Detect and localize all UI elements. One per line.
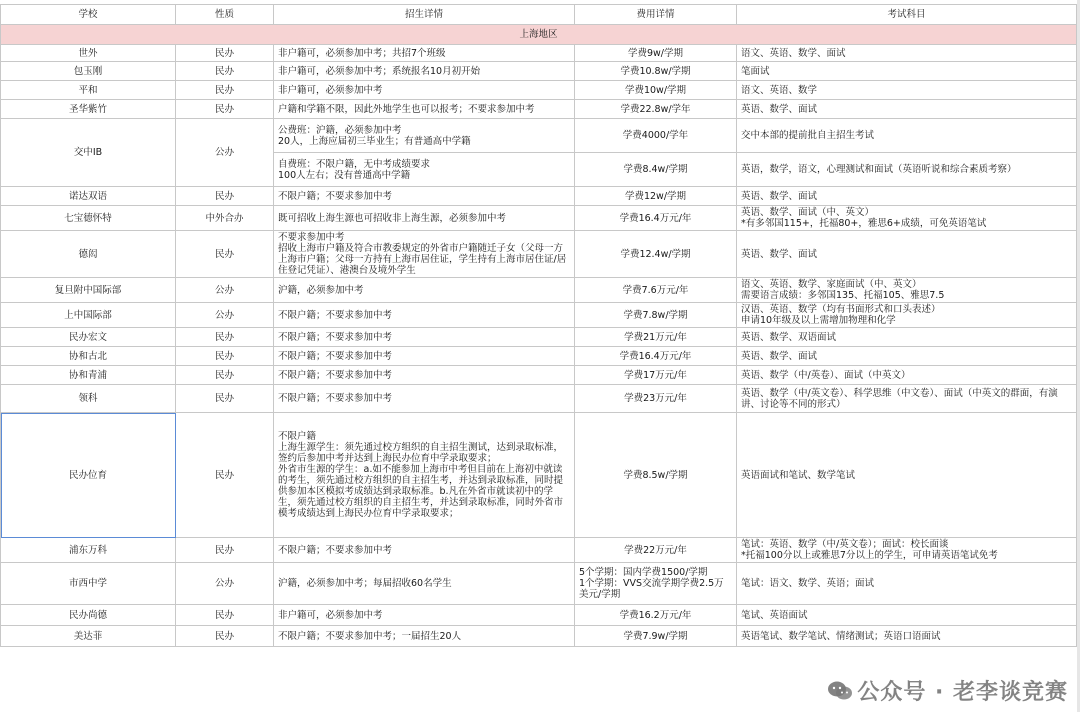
type-cell[interactable]: 民办 <box>176 385 274 413</box>
type-cell[interactable]: 民办 <box>176 366 274 385</box>
header-admission[interactable]: 招生详情 <box>274 5 575 25</box>
type-cell[interactable]: 民办 <box>176 538 274 563</box>
table-row <box>1 347 1077 366</box>
type-cell[interactable]: 中外合办 <box>176 206 274 231</box>
admission-cell[interactable]: 沪籍，必须参加中考 <box>274 278 575 303</box>
fee-cell[interactable]: 学费23万元/年 <box>575 385 737 413</box>
table-row <box>1 62 1077 81</box>
admission-cell[interactable]: 不限户籍；不要求参加中考 <box>274 366 575 385</box>
fee-cell[interactable]: 学费16.4万元/年 <box>575 347 737 366</box>
type-cell[interactable]: 民办 <box>176 347 274 366</box>
fee-cell[interactable]: 学费7.8w/学期 <box>575 303 737 328</box>
exam-cell[interactable]: 汉语、英语、数学（均有书面形式和口头表述） 申请10年级及以上需增加物理和化学 <box>737 303 1077 328</box>
fee-cell[interactable]: 学费9w/学期 <box>575 45 737 62</box>
table-row <box>1 385 1077 413</box>
fee-cell[interactable]: 学费22万元/年 <box>575 538 737 563</box>
type-cell[interactable]: 公办 <box>176 563 274 605</box>
school-cell[interactable]: 民办位育 <box>1 413 176 538</box>
type-cell[interactable]: 民办 <box>176 45 274 62</box>
admission-cell[interactable]: 不限户籍；不要求参加中考 <box>274 385 575 413</box>
type-cell[interactable]: 民办 <box>176 626 274 647</box>
exam-cell[interactable]: 交中本部的提前批自主招生考试 <box>737 119 1077 153</box>
table-row <box>1 278 1077 303</box>
admission-cell[interactable]: 自费班：不限户籍，无中考成绩要求 100人左右；没有普通高中学籍 <box>274 153 575 187</box>
exam-cell[interactable]: 笔试：语文、数学、英语；面试 <box>737 563 1077 605</box>
table-row <box>1 366 1077 385</box>
type-cell[interactable]: 民办 <box>176 100 274 119</box>
fee-cell[interactable]: 学费12w/学期 <box>575 187 737 206</box>
admission-cell[interactable]: 不限户籍；不要求参加中考 <box>274 303 575 328</box>
school-cell[interactable]: 协和古北 <box>1 347 176 366</box>
school-cell[interactable]: 平和 <box>1 81 176 100</box>
type-cell[interactable]: 民办 <box>176 62 274 81</box>
type-cell[interactable]: 民办 <box>176 328 274 347</box>
fee-cell[interactable]: 学费8.5w/学期 <box>575 413 737 538</box>
type-cell[interactable]: 民办 <box>176 187 274 206</box>
exam-cell[interactable]: 英语，数学，语文，心理测试和面试（英语听说和综合素质考察） <box>737 153 1077 187</box>
watermark <box>827 675 1068 706</box>
admission-cell[interactable]: 不限户籍 上海生源学生：须先通过校方组织的自主招生测试，达到录取标准，签约后参加中考并达到上海民办位育中学录取要求； 外省市生源的学生：a.如不能参加上海市中考但目前在上海初中就读的考生，须先通过校方组织的自主招生考，并达到录取标准，同时提供参加本区模拟考成绩达到录取标准。b.凡在外省市就读初中的学生，须先通过校方组织的自主招生考，并达到录取标准，同时外省市模考成绩达到上海民办位育中学录取要求； <box>274 413 575 538</box>
school-cell[interactable]: 领科 <box>1 385 176 413</box>
exam-cell[interactable]: 语文、英语、数学、面试 <box>737 45 1077 62</box>
admission-cell[interactable]: 户籍和学籍不限，因此外地学生也可以报考；不要求参加中考 <box>274 100 575 119</box>
table-row <box>1 303 1077 328</box>
fee-cell[interactable]: 学费21万元/年 <box>575 328 737 347</box>
school-cell[interactable]: 美达菲 <box>1 626 176 647</box>
table-row <box>1 538 1077 563</box>
fee-cell[interactable]: 学费7.6万元/年 <box>575 278 737 303</box>
exam-cell[interactable]: 英语、数学（中/英卷）、面试（中英文） <box>737 366 1077 385</box>
admission-cell[interactable]: 非户籍可，必须参加中考 <box>274 81 575 100</box>
header-type[interactable]: 性质 <box>176 5 274 25</box>
type-cell[interactable]: 公办 <box>176 303 274 328</box>
header-exam[interactable]: 考试科目 <box>737 5 1077 25</box>
type-cell[interactable]: 民办 <box>176 231 274 278</box>
table-row <box>1 100 1077 119</box>
admission-cell[interactable]: 非户籍可，必须参加中考；共招7个班级 <box>274 45 575 62</box>
admission-cell[interactable]: 沪籍，必须参加中考；每届招收60名学生 <box>274 563 575 605</box>
exam-cell[interactable]: 语文、英语、数学、家庭面试（中、英文） 需要语言成绩：多邻国135、托福105、雅思7.5 <box>737 278 1077 303</box>
fee-cell[interactable]: 学费8.4w/学期 <box>575 153 737 187</box>
admission-cell[interactable]: 不限户籍；不要求参加中考；一届招生20人 <box>274 626 575 647</box>
table-row <box>1 187 1077 206</box>
fee-cell[interactable]: 学费7.9w/学期 <box>575 626 737 647</box>
school-cell[interactable]: 上中国际部 <box>1 303 176 328</box>
school-cell[interactable]: 七宝德怀特 <box>1 206 176 231</box>
exam-cell[interactable]: 笔面试 <box>737 62 1077 81</box>
admission-cell[interactable]: 不要求参加中考 招收上海市户籍及符合市教委规定的外省市户籍随迁子女（父母一方上海市户籍；父母一方持有上海市居住证，学生持有上海市居住证/居住登记凭证）、港澳台及境外学生 <box>274 231 575 278</box>
admission-cell[interactable]: 不限户籍；不要求参加中考 <box>274 328 575 347</box>
fee-cell[interactable]: 学费22.8w/学年 <box>575 100 737 119</box>
wechat-icon <box>827 680 853 702</box>
fee-cell[interactable]: 学费12.4w/学期 <box>575 231 737 278</box>
table-row <box>1 605 1077 626</box>
school-cell[interactable]: 德闳 <box>1 231 176 278</box>
school-cell[interactable]: 民办宏文 <box>1 328 176 347</box>
exam-cell[interactable]: 笔试：英语、数学（中/英文卷）；面试：校长面谈 *托福100分以上或雅思7分以上的学生，可申请英语笔试免考 <box>737 538 1077 563</box>
admission-cell[interactable]: 非户籍可，必须参加中考；系统报名10月初开始 <box>274 62 575 81</box>
fee-cell[interactable]: 学费16.4万元/年 <box>575 206 737 231</box>
table-row <box>1 413 1077 538</box>
exam-cell[interactable]: 英语、数学（中/英文卷）、科学思维（中文卷）、面试（中英文的群面，有演讲、讨论等不同的形式） <box>737 385 1077 413</box>
header-school[interactable]: 学校 <box>1 5 176 25</box>
table-row <box>1 231 1077 278</box>
table-row <box>1 563 1077 605</box>
header-fee[interactable]: 费用详情 <box>575 5 737 25</box>
admission-cell[interactable]: 既可招收上海生源也可招收非上海生源，必须参加中考 <box>274 206 575 231</box>
fee-cell[interactable]: 学费16.2万元/年 <box>575 605 737 626</box>
table-row <box>1 206 1077 231</box>
school-cell[interactable]: 世外 <box>1 45 176 62</box>
exam-cell[interactable]: 英语、数学、面试 <box>737 347 1077 366</box>
exam-cell[interactable]: 英语面试和笔试、数学笔试 <box>737 413 1077 538</box>
fee-cell[interactable]: 5个学期：国内学费1500/学期 1个学期：VVS交流学期学费2.5万美元/学期 <box>575 563 737 605</box>
fee-cell[interactable]: 学费4000/学年 <box>575 119 737 153</box>
school-cell[interactable]: 诺达双语 <box>1 187 176 206</box>
school-table <box>0 4 1077 647</box>
exam-cell[interactable]: 英语、数学、面试 <box>737 100 1077 119</box>
admission-cell[interactable]: 公费班：沪籍，必须参加中考 20人，上海应届初三毕业生；有普通高中学籍 <box>274 119 575 153</box>
admission-cell[interactable]: 不限户籍；不要求参加中考 <box>274 538 575 563</box>
table-row <box>1 626 1077 647</box>
region-row <box>1 25 1077 45</box>
type-cell[interactable]: 民办 <box>176 413 274 538</box>
school-cell[interactable]: 协和青浦 <box>1 366 176 385</box>
school-cell[interactable]: 浦东万科 <box>1 538 176 563</box>
fee-cell[interactable]: 学费17万元/年 <box>575 366 737 385</box>
type-cell[interactable]: 公办 <box>176 278 274 303</box>
watermark-text: 公众号 · 老李谈竞赛 <box>857 680 1068 705</box>
exam-cell[interactable]: 英语、数学、双语面试 <box>737 328 1077 347</box>
exam-cell[interactable]: 语文、英语、数学 <box>737 81 1077 100</box>
table-row <box>1 81 1077 100</box>
admission-cell[interactable]: 不限户籍；不要求参加中考 <box>274 347 575 366</box>
school-cell[interactable]: 民办尚德 <box>1 605 176 626</box>
exam-cell[interactable]: 英语、数学、面试 <box>737 187 1077 206</box>
admission-cell[interactable]: 非户籍可，必须参加中考 <box>274 605 575 626</box>
region-label[interactable]: 上海地区 <box>1 25 1077 45</box>
school-cell[interactable]: 圣华紫竹 <box>1 100 176 119</box>
exam-cell[interactable]: 英语笔试、数学笔试、情绪测试；英语口语面试 <box>737 626 1077 647</box>
table-row <box>1 45 1077 62</box>
exam-cell[interactable]: 笔试、英语面试 <box>737 605 1077 626</box>
header-row <box>1 5 1077 25</box>
type-cell[interactable]: 公办 <box>176 119 274 187</box>
fee-cell[interactable]: 学费10.8w/学期 <box>575 62 737 81</box>
type-cell[interactable]: 民办 <box>176 605 274 626</box>
school-cell[interactable]: 包玉刚 <box>1 62 176 81</box>
table-row <box>1 328 1077 347</box>
table-row <box>1 119 1077 153</box>
exam-cell[interactable]: 英语、数学、面试（中、英文） *有多邻国115+，托福80+，雅思6+成绩，可免英语笔试 <box>737 206 1077 231</box>
type-cell[interactable]: 民办 <box>176 81 274 100</box>
school-cell[interactable]: 市西中学 <box>1 563 176 605</box>
school-cell[interactable]: 复旦附中国际部 <box>1 278 176 303</box>
admission-cell[interactable]: 不限户籍；不要求参加中考 <box>274 187 575 206</box>
exam-cell[interactable]: 英语、数学、面试 <box>737 231 1077 278</box>
school-cell[interactable]: 交中IB <box>1 119 176 187</box>
fee-cell[interactable]: 学费10w/学期 <box>575 81 737 100</box>
